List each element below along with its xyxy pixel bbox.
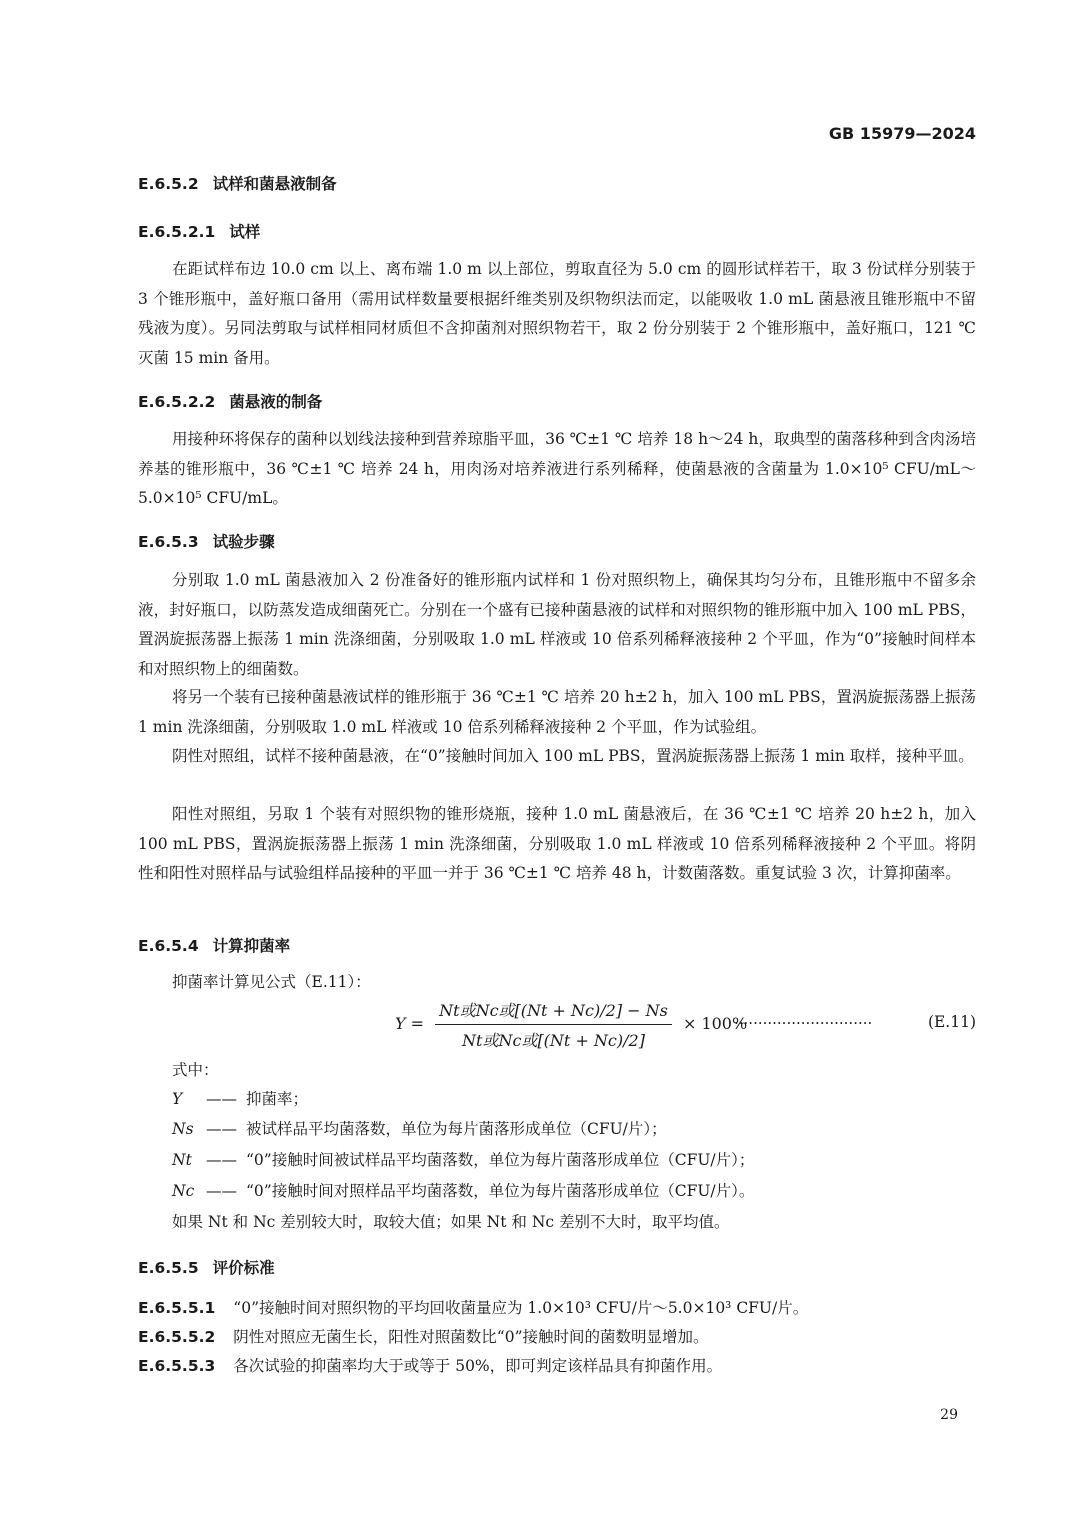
equation-number: (E.11) bbox=[927, 1013, 976, 1031]
paragraph-formula-intro: 抑菌率计算见公式（E.11）： bbox=[172, 973, 371, 991]
paragraph-choose-value: 如果 Nt 和 Nc 差别较大时，取较大值；如果 Nt 和 Nc 差别不大时，取平均值。 bbox=[172, 1213, 730, 1231]
criterion-2: E.6.5.5.2 阴性对照应无菌生长，阳性对照菌数比“0”接触时间的菌数明显增加。 bbox=[138, 1328, 709, 1346]
heading-e6-5-2-1: E.6.5.2.1 试样 bbox=[138, 223, 261, 241]
criterion-1: E.6.5.5.1 “0”接触时间对照织物的平均回收菌量应为 1.0×10³ CFU/片～5.0×10³ CFU/片。 bbox=[138, 1299, 809, 1317]
heading-e6-5-3: E.6.5.3 试验步骤 bbox=[138, 533, 275, 551]
heading-e6-5-4: E.6.5.4 计算抑菌率 bbox=[138, 937, 291, 955]
paragraph-procedure-1: 分别取 1.0 mL 菌悬液加入 2 份准备好的锥形瓶内试样和 1 份对照织物上，确保其均匀分布，且锥形瓶中不留多余液，封好瓶口，以防蒸发造成细菌死亡。分别在一个盛有已接种菌悬液的试样和对照织物的锥形瓶中加入 100 mL PBS，置涡旋振荡器上振荡 1 min 洗涤细菌，分别吸取 1.0 mL 样液或 10 倍系列稀释液接种 2 个平皿，作为“0”接触时间样本和对照织物上的细菌数。 bbox=[138, 571, 976, 678]
formula-leader-dots: ····························· bbox=[734, 1014, 873, 1032]
formula-denominator: Nt或Nc或[(Nt + Nc)/2] bbox=[462, 1031, 645, 1050]
variable-nc: Nc —— “0”接触时间对照样品平均菌落数，单位为每片菌落形成单位（CFU/片）。 bbox=[172, 1182, 755, 1200]
formula-lhs: Y = bbox=[395, 1014, 425, 1033]
variable-nt: Nt —— “0”接触时间被试样品平均菌落数，单位为每片菌落形成单位（CFU/片）； bbox=[172, 1151, 755, 1169]
paragraph-procedure-2: 将另一个装有已接种菌悬液试样的锥形瓶于 36 ℃±1 ℃ 培养 20 h±2 h，加入 100 mL PBS，置涡旋振荡器上振荡 1 min 洗涤细菌，分别吸取 1.0 mL 样液或 10 倍系列稀释液接种 2 个平皿，作为试验组。 bbox=[138, 688, 976, 736]
where-label: 式中： bbox=[172, 1061, 219, 1079]
paragraph-negative-control: 阴性对照组，试样不接种菌悬液，在“0”接触时间加入 100 mL PBS，置涡旋振荡器上振荡 1 min 取样，接种平皿。 bbox=[172, 747, 974, 765]
page-number: 29 bbox=[940, 1407, 958, 1423]
variable-y: Y —— 抑菌率； bbox=[172, 1090, 309, 1108]
formula-e11 bbox=[395, 998, 747, 1051]
variable-ns: Ns —— 被试样品平均菌落数，单位为每片菌落形成单位（CFU/片）； bbox=[172, 1120, 667, 1138]
formula-factor: × 100% bbox=[682, 1014, 748, 1033]
heading-e6-5-2: E.6.5.2 试样和菌悬液制备 bbox=[138, 175, 337, 193]
heading-e6-5-2-2: E.6.5.2.2 菌悬液的制备 bbox=[138, 393, 323, 411]
paragraph-positive-control: 阳性对照组，另取 1 个装有对照织物的锥形烧瓶，接种 1.0 mL 菌悬液后，在 36 ℃±1 ℃ 培养 20 h±2 h，加入 100 mL PBS，置涡旋振荡器上振荡 1 min 洗涤细菌，分别吸取 1.0 mL 样液或 10 倍系列稀释液接种 2 个平皿。将阴性和阳性对照样品与试验组样品接种的平皿一并于 36 ℃±1 ℃ 培养 48 h，计数菌落数。重复试验 3 次，计算抑菌率。 bbox=[138, 805, 976, 882]
paragraph-suspension: 用接种环将保存的菌种以划线法接种到营养琼脂平皿，36 ℃±1 ℃ 培养 18 h～24 h，取典型的菌落移种到含肉汤培养基的锥形瓶中，36 ℃±1 ℃ 培养 24 h，用肉汤对培养液进行系列稀释，使菌悬液的含菌量为 1.0×10⁵ CFU/mL～5.0×10⁵ CFU/mL。 bbox=[138, 430, 976, 507]
formula-fraction bbox=[435, 998, 672, 1051]
standard-number: GB 15979—2024 bbox=[828, 124, 976, 143]
formula-numerator: Nt或Nc或[(Nt + Nc)/2] − Ns bbox=[435, 998, 672, 1025]
paragraph-sample: 在距试样布边 10.0 cm 以上、离布端 1.0 m 以上部位，剪取直径为 5.0 cm 的圆形试样若干，取 3 份试样分别装于 3 个锥形瓶中，盖好瓶口备用（需用试样数量要根据纤维类别及织物织法而定，以能吸收 1.0 mL 菌悬液且锥形瓶中不留残液为度）。另同法剪取与试样相同材质但不含抑菌剂对照织物若干，取 2 份分别装于 2 个锥形瓶中，盖好瓶口，121 ℃ 灭菌 15 min 备用。 bbox=[138, 260, 976, 367]
criterion-3: E.6.5.5.3 各次试验的抑菌率均大于或等于 50%，即可判定该样品具有抑菌作用。 bbox=[138, 1357, 723, 1375]
heading-e6-5-5: E.6.5.5 评价标准 bbox=[138, 1259, 275, 1277]
